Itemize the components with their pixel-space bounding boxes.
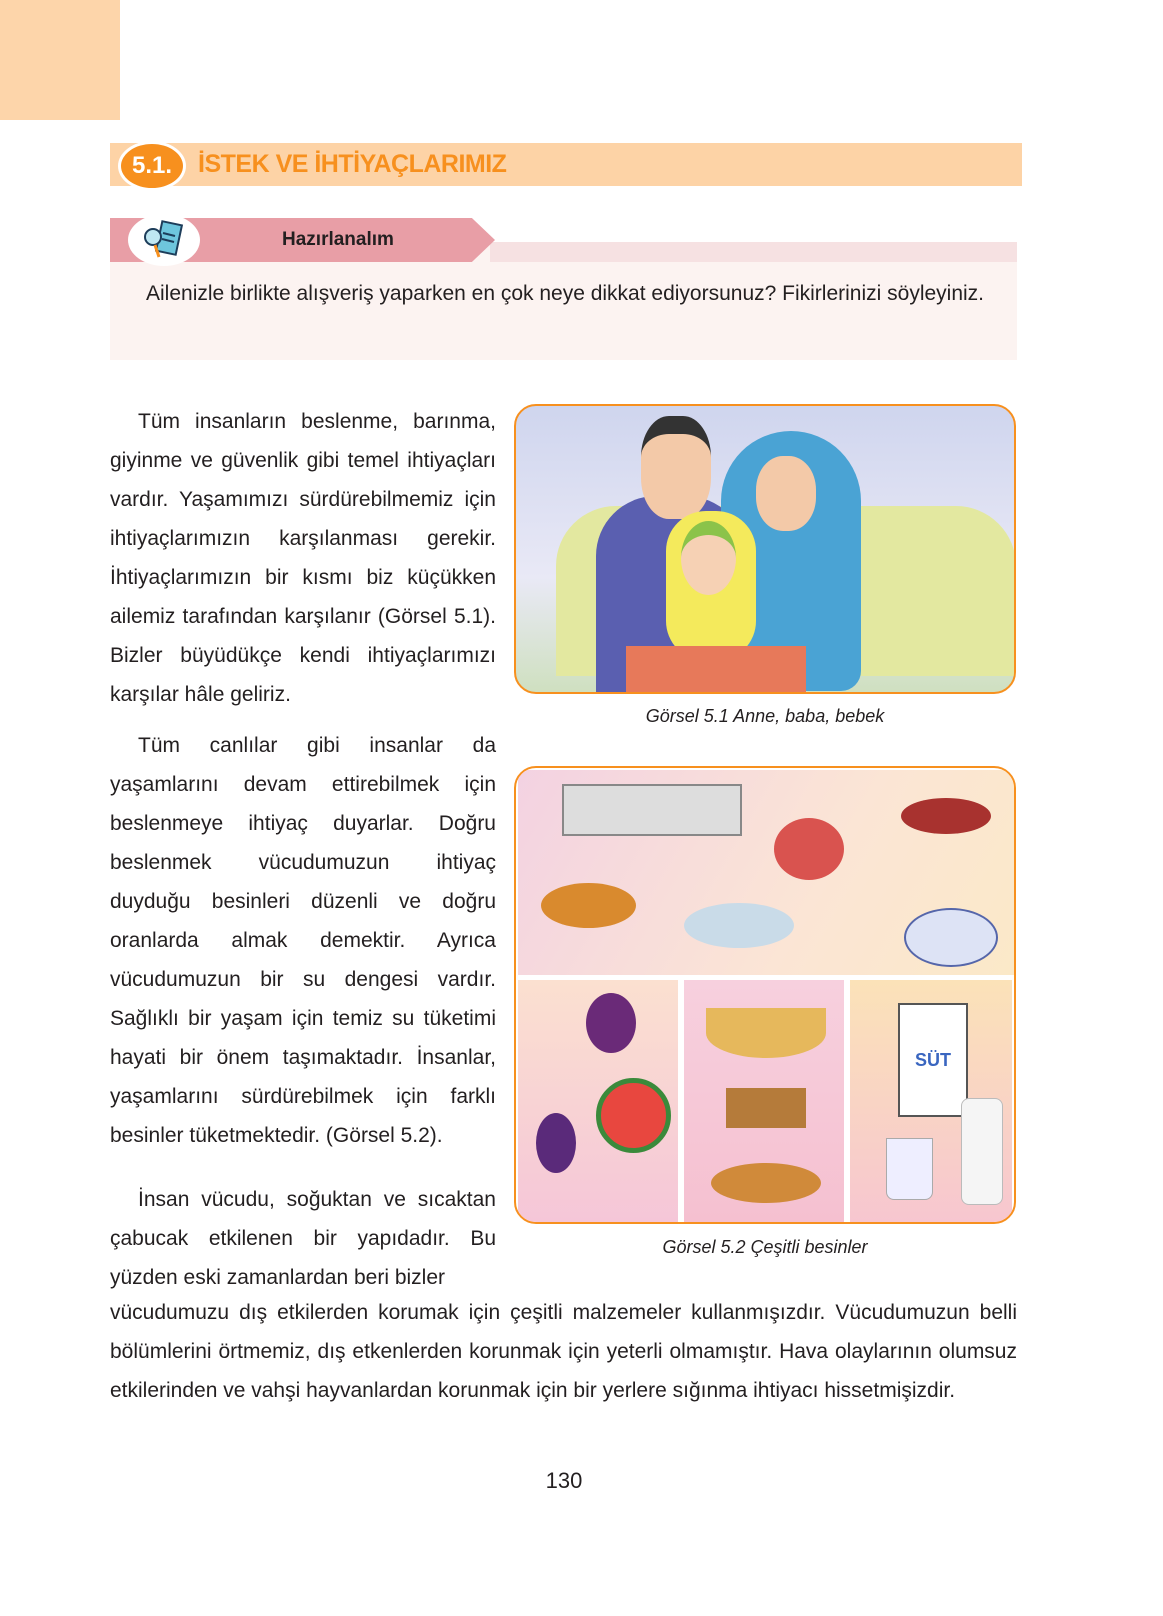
paragraph-3-end: vücudumuzu dış etkilerden korumak için çeşitli malzemeler kullanmışızdır. Vücudumuzun belli bölümlerini örtmemiz, dış etkenlerden korunmak için yeterli olmamıştır. Hava olaylarının olumsuz etkilerinden ve vahşi hayvanlardan korunmak için bir yerlere sığınma ihtiyacı hissetmişizdir. — [110, 1301, 1017, 1402]
family-illustration — [514, 404, 1016, 694]
section-number: 5.1. — [118, 141, 186, 191]
section-title: İSTEK VE İHTİYAÇLARIMIZ — [198, 150, 507, 178]
figure-caption-2: Görsel 5.2 Çeşitli besinler — [662, 1237, 868, 1257]
body-column — [110, 402, 496, 1309]
paragraph-1: Tüm insanların beslenme, barınma, giyinme ve güvenlik gibi temel ihtiyaçları vardır. Yaşamımızı sürdürebilmemiz için ihtiyaçlarımızın karşılanması gerekir. İhtiyaçlarımızın bir kısmı biz küçükken ailemiz tarafından karşılanır (Görsel 5.1). Bizler büyüdükçe kendi ihtiyaçlarımızı karşılar hâle geliriz. — [110, 410, 496, 706]
notebook-magnifier-icon — [128, 214, 200, 266]
corner-tab — [0, 0, 120, 120]
prepare-question: Ailenizle birlikte alışveriş yaparken en çok neye dikkat ediyorsunuz? Fikirlerinizi söyleyiniz. — [146, 282, 985, 305]
prepare-stripe — [490, 242, 1017, 262]
foods-illustration — [514, 766, 1016, 1224]
paragraph-3-start: İnsan vücudu, soğuktan ve sıcaktan çabucak etkilenen bir yapıdadır. Bu yüzden eski zamanlardan beri bizler — [110, 1188, 496, 1289]
figure-caption-1: Görsel 5.1 Anne, baba, bebek — [645, 706, 885, 726]
page-number: 130 — [545, 1468, 583, 1493]
milk-carton: SÜT — [898, 1003, 968, 1117]
paragraph-2: Tüm canlılar gibi insanlar da yaşamlarını devam ettirebilmek için beslenmeye ihtiyaç duyarlar. Doğru beslenmek vücudumuzun ihtiyaç duyduğu besinleri düzenli ve doğru oranlarda almak demektir. Ayrıca vücudumuzun bir su dengesi vardır. Sağlıklı bir yaşam için temiz su tüketimi hayati bir önem taşımaktadır. İnsanlar, yaşamlarını sürdürebilmek için farklı besinler tüketmektedir. (Görsel 5.2). — [110, 734, 496, 1147]
prepare-label: Hazırlanalım — [282, 229, 394, 250]
